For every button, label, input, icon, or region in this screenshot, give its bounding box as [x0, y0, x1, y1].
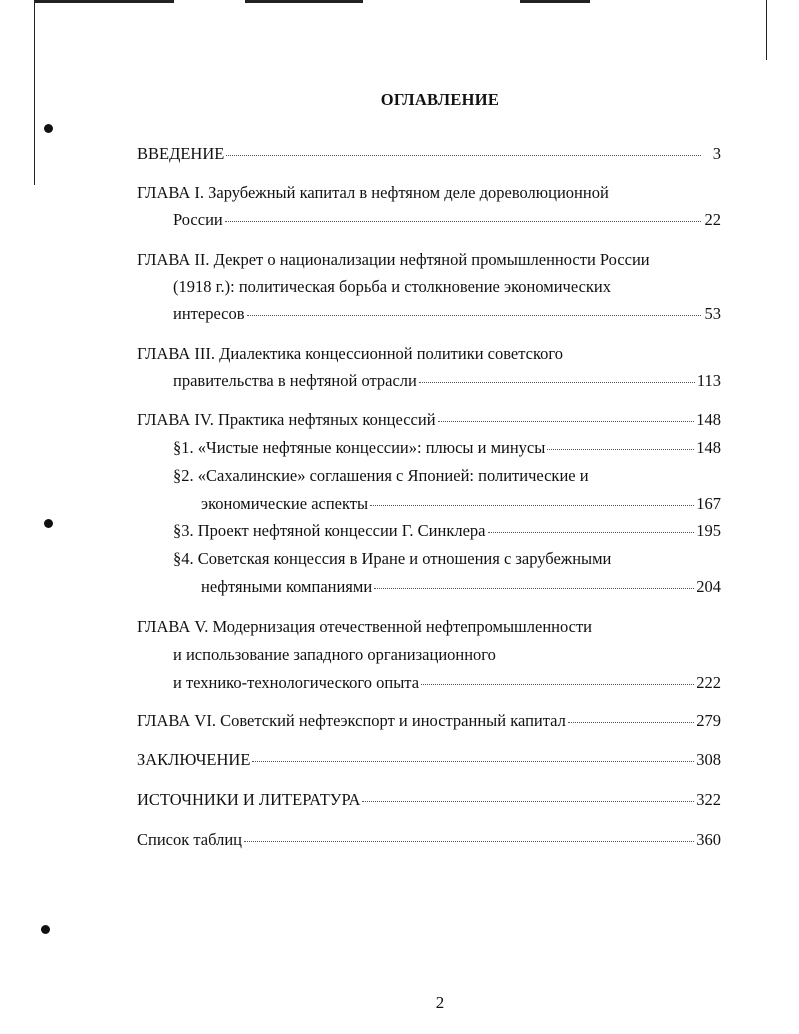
toc-entry-label: §4. Советская концессия в Иране и отношения с зарубежными: [173, 549, 612, 568]
toc-entry-label: правительства в нефтяной отрасли: [173, 371, 417, 390]
toc-entry-label: ГЛАВА III. Диалектика концессионной политики советского: [137, 344, 564, 363]
toc-entry-chapter-2-line2[interactable]: [173, 276, 721, 298]
toc-entry-tables[interactable]: [137, 829, 721, 851]
toc-page-number: 308: [696, 750, 721, 769]
page-number: 2: [435, 993, 445, 1012]
dot-leader: [438, 420, 695, 422]
toc-entry-section-4-line2[interactable]: [173, 576, 721, 598]
dot-leader: [244, 840, 694, 842]
toc-entry-label: ИСТОЧНИКИ И ЛИТЕРАТУРА: [137, 790, 361, 809]
toc-page-number: 222: [696, 673, 721, 692]
toc-entry-label: §2. «Сахалинские» соглашения с Японией: политические и: [173, 466, 589, 485]
dot-leader: [362, 800, 694, 802]
dot-leader: [374, 587, 694, 589]
toc-entry-section-4-line1[interactable]: [173, 548, 721, 570]
page-title: ОГЛАВЛЕНИЕ: [380, 90, 500, 109]
toc-entry-label: ГЛАВА VI. Советский нефтеэкспорт и иностранный капитал: [137, 711, 566, 730]
toc-entry-chapter-4[interactable]: [137, 409, 721, 431]
toc-entry-label: ЗАКЛЮЧЕНИЕ: [137, 750, 251, 769]
toc-page-number: 3: [712, 144, 721, 163]
dot-leader: [488, 531, 695, 533]
toc-page-number: 204: [696, 577, 721, 596]
toc-entry-section-2-line2[interactable]: [173, 493, 721, 515]
toc-entry-chapter-1-line1[interactable]: [137, 182, 721, 204]
toc-entry-label: §1. «Чистые нефтяные концессии»: плюсы и минусы: [173, 438, 546, 457]
toc-entry-label: ГЛАВА II. Декрет о национализации нефтяной промышленности России: [137, 250, 650, 269]
toc-entry-label: России: [173, 210, 223, 229]
scan-edge-right: [766, 0, 767, 60]
dot-leader: [421, 683, 694, 685]
toc-entry-chapter-5-line2[interactable]: [173, 644, 721, 666]
scan-edge-top-left: [34, 0, 174, 3]
toc-entry-section-2-line1[interactable]: [173, 465, 721, 487]
toc-page-number: 360: [696, 830, 721, 849]
toc-page-number: 113: [696, 371, 721, 390]
toc-entry-section-1[interactable]: [173, 437, 721, 459]
toc-entry-conclusion[interactable]: [137, 749, 721, 771]
toc-entry-section-3[interactable]: [173, 520, 721, 542]
toc-entry-label: и технико-технологического опыта: [173, 673, 420, 692]
dot-leader: [547, 448, 694, 450]
dot-leader: [247, 314, 701, 316]
toc-entry-chapter-3-line2[interactable]: [173, 370, 721, 392]
toc-entry-label: Список таблиц: [137, 830, 242, 849]
scan-edge-top-right: [520, 0, 590, 3]
toc-entry-chapter-5-line1[interactable]: [137, 616, 721, 638]
scan-edge-top-middle: [245, 0, 363, 3]
toc-entry-label: ГЛАВА IV. Практика нефтяных концессий: [137, 410, 436, 429]
dot-leader: [225, 220, 701, 222]
toc-entry-label: §3. Проект нефтяной концессии Г. Синклера: [173, 521, 486, 540]
toc-entry-chapter-2-line1[interactable]: [137, 249, 721, 271]
toc-entry-chapter-1-line2[interactable]: [173, 209, 721, 231]
toc-entry-chapter-5-line3[interactable]: [173, 672, 721, 694]
toc-entry-label: нефтяными компаниями: [201, 577, 373, 596]
toc-page-number: 279: [696, 711, 721, 730]
toc-entry-chapter-3-line1[interactable]: [137, 343, 721, 365]
toc-entry-label: ВВЕДЕНИЕ: [137, 144, 225, 163]
toc-page-number: 167: [696, 494, 721, 513]
toc-entry-chapter-2-line3[interactable]: [173, 303, 721, 325]
toc-entry-label: ГЛАВА I. Зарубежный капитал в нефтяном деле дореволюционной: [137, 183, 609, 202]
toc-entry-chapter-6[interactable]: [137, 710, 721, 732]
toc-entry-label: интересов: [173, 304, 245, 323]
toc-entry-introduction[interactable]: [137, 143, 721, 165]
toc-entry-label: ГЛАВА V. Модернизация отечественной нефтепромышленности: [137, 617, 593, 636]
toc-page-number: 195: [696, 521, 721, 540]
toc-entry-label: экономические аспекты: [201, 494, 369, 513]
toc-page-number: 148: [696, 438, 721, 457]
toc-entry-label: (1918 г.): политическая борьба и столкновение экономических: [173, 277, 612, 296]
binder-hole-mark-top: [44, 124, 53, 133]
dot-leader: [568, 721, 694, 723]
toc-page-number: 22: [704, 210, 721, 229]
dot-leader: [419, 381, 695, 383]
toc-entry-sources[interactable]: [137, 789, 721, 811]
dot-leader: [226, 154, 701, 156]
toc-page-number: 148: [696, 410, 721, 429]
dot-leader: [252, 760, 694, 762]
toc-entry-label: и использование западного организационного: [173, 645, 496, 664]
binder-hole-mark-middle: [44, 519, 53, 528]
binder-hole-mark-bottom: [41, 925, 50, 934]
toc-page-number: 322: [696, 790, 721, 809]
toc-page-number: 53: [704, 304, 721, 323]
dot-leader: [370, 504, 694, 506]
